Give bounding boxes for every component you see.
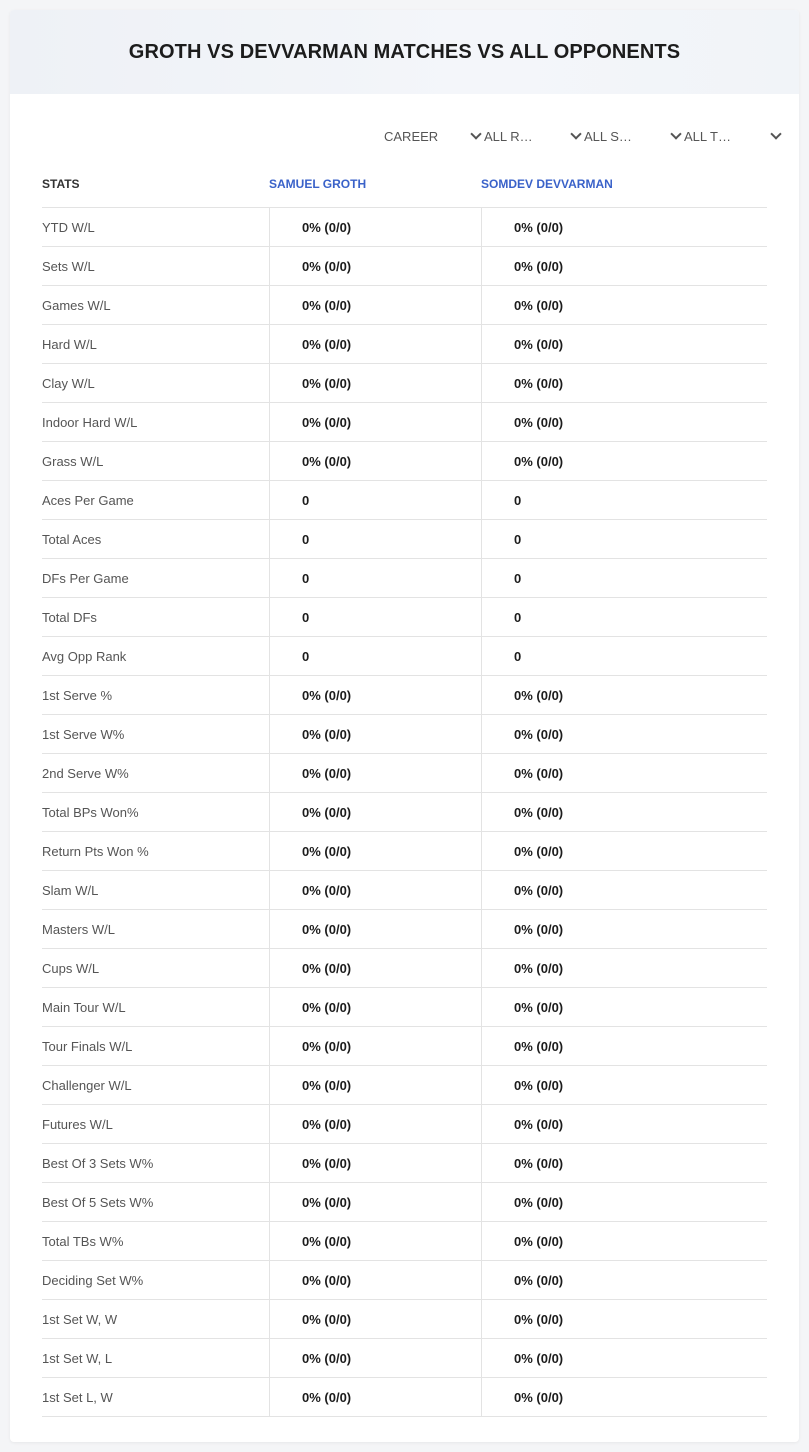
player1-value: 0% (0/0) <box>269 1105 481 1143</box>
table-row <box>42 520 767 559</box>
table-row <box>42 1105 767 1144</box>
table-row <box>42 949 767 988</box>
player1-value: 0% (0/0) <box>269 1183 481 1221</box>
stat-label: Slam W/L <box>42 882 99 898</box>
player1-value: 0% (0/0) <box>269 364 481 402</box>
table-header <box>42 160 767 208</box>
table-row <box>42 1066 767 1105</box>
table-body <box>42 208 767 1417</box>
player1-value: 0% (0/0) <box>269 442 481 480</box>
player2-value: 0 <box>481 637 767 675</box>
stat-label: Aces Per Game <box>42 492 134 508</box>
table-row <box>42 286 767 325</box>
stat-label: Main Tour W/L <box>42 999 126 1015</box>
player1-value: 0% (0/0) <box>269 403 481 441</box>
stat-label: Masters W/L <box>42 921 115 937</box>
player2-value: 0 <box>481 520 767 558</box>
player2-value: 0 <box>481 559 767 597</box>
stat-label: Sets W/L <box>42 258 95 274</box>
table-row <box>42 559 767 598</box>
player2-value: 0 <box>481 481 767 519</box>
player2-value: 0% (0/0) <box>481 247 767 285</box>
table-row <box>42 481 767 520</box>
stat-label: YTD W/L <box>42 219 95 235</box>
stat-label: Deciding Set W% <box>42 1272 144 1288</box>
table-row <box>42 247 767 286</box>
stat-label: Total DFs <box>42 609 97 625</box>
table-row <box>42 1300 767 1339</box>
player2-value: 0% (0/0) <box>481 442 767 480</box>
player2-value: 0% (0/0) <box>481 403 767 441</box>
player1-value: 0% (0/0) <box>269 1339 481 1377</box>
filter-dropdown-surface[interactable] <box>584 126 684 146</box>
stat-label: Hard W/L <box>42 336 97 352</box>
stat-label: 1st Set W, W <box>42 1311 118 1327</box>
player1-value: 0% (0/0) <box>269 286 481 324</box>
stat-label: Total Aces <box>42 531 102 547</box>
filter-label: CAREER <box>384 128 439 144</box>
table-row <box>42 1339 767 1378</box>
player1-value: 0% (0/0) <box>269 988 481 1026</box>
stat-label: 1st Set L, W <box>42 1389 113 1405</box>
player2-value: 0% (0/0) <box>481 754 767 792</box>
filter-dropdown-tournament[interactable] <box>684 126 784 146</box>
filter-label: ALL S… <box>584 128 632 144</box>
player2-value: 0% (0/0) <box>481 910 767 948</box>
player2-value: 0% (0/0) <box>481 793 767 831</box>
player2-value: 0% (0/0) <box>481 286 767 324</box>
player2-value: 0% (0/0) <box>481 1066 767 1104</box>
player1-value: 0% (0/0) <box>269 910 481 948</box>
player2-value: 0% (0/0) <box>481 1378 767 1416</box>
table-row <box>42 1183 767 1222</box>
player2-value: 0% (0/0) <box>481 1222 767 1260</box>
table-row <box>42 442 767 481</box>
player1-value: 0% (0/0) <box>269 832 481 870</box>
card-header <box>10 10 799 94</box>
table-row <box>42 1027 767 1066</box>
table-row <box>42 676 767 715</box>
player1-value: 0% (0/0) <box>269 325 481 363</box>
table-row <box>42 325 767 364</box>
player2-value: 0% (0/0) <box>481 364 767 402</box>
filter-dropdown-period[interactable] <box>384 126 484 146</box>
table-row <box>42 364 767 403</box>
column-header-player2-link[interactable]: SOMDEV DEVVARMAN <box>481 176 613 191</box>
stat-label: Games W/L <box>42 297 111 313</box>
table-row <box>42 1222 767 1261</box>
player2-value: 0% (0/0) <box>481 1339 767 1377</box>
stat-label: Total TBs W% <box>42 1233 124 1249</box>
player1-value: 0 <box>269 637 481 675</box>
stat-label: 1st Serve W% <box>42 726 125 742</box>
player1-value: 0% (0/0) <box>269 715 481 753</box>
player1-value: 0% (0/0) <box>269 1300 481 1338</box>
table-row <box>42 1261 767 1300</box>
player2-value: 0% (0/0) <box>481 988 767 1026</box>
stats-card <box>10 10 799 1442</box>
player1-value: 0% (0/0) <box>269 247 481 285</box>
player1-value: 0 <box>269 520 481 558</box>
chevron-down-icon <box>670 128 681 139</box>
player1-value: 0 <box>269 481 481 519</box>
chevron-down-icon <box>570 128 581 139</box>
player1-value: 0 <box>269 559 481 597</box>
stat-label: Best Of 5 Sets W% <box>42 1194 154 1210</box>
player2-value: 0% (0/0) <box>481 208 767 246</box>
table-row <box>42 1378 767 1417</box>
page-title: GROTH VS DEVVARMAN MATCHES VS ALL OPPONENTS <box>128 40 681 63</box>
stat-label: 1st Set W, L <box>42 1350 113 1366</box>
player2-value: 0% (0/0) <box>481 1144 767 1182</box>
column-header-player1-link[interactable]: SAMUEL GROTH <box>269 176 367 191</box>
player1-value: 0% (0/0) <box>269 1222 481 1260</box>
player1-value: 0% (0/0) <box>269 793 481 831</box>
player1-value: 0% (0/0) <box>269 208 481 246</box>
stat-label: Grass W/L <box>42 453 104 469</box>
stat-label: DFs Per Game <box>42 570 129 586</box>
player2-value: 0% (0/0) <box>481 1027 767 1065</box>
stat-label: Total BPs Won% <box>42 804 139 820</box>
player1-value: 0% (0/0) <box>269 1027 481 1065</box>
table-row <box>42 832 767 871</box>
filter-label: ALL T… <box>684 128 731 144</box>
stat-label: Indoor Hard W/L <box>42 414 138 430</box>
table-row <box>42 715 767 754</box>
player2-value: 0% (0/0) <box>481 1183 767 1221</box>
filter-dropdown-round[interactable] <box>484 126 584 146</box>
table-row <box>42 1144 767 1183</box>
player2-value: 0% (0/0) <box>481 1261 767 1299</box>
chevron-down-icon <box>470 128 481 139</box>
filter-label: ALL R… <box>484 128 533 144</box>
stat-label: Best Of 3 Sets W% <box>42 1155 154 1171</box>
player2-value: 0% (0/0) <box>481 949 767 987</box>
player1-value: 0% (0/0) <box>269 1378 481 1416</box>
table-row <box>42 910 767 949</box>
player1-value: 0 <box>269 598 481 636</box>
filter-bar <box>384 126 784 146</box>
player1-value: 0% (0/0) <box>269 754 481 792</box>
player2-value: 0% (0/0) <box>481 1105 767 1143</box>
stat-label: Challenger W/L <box>42 1077 132 1093</box>
table-row <box>42 598 767 637</box>
stat-label: 2nd Serve W% <box>42 765 129 781</box>
table-row <box>42 403 767 442</box>
table-row <box>42 871 767 910</box>
player2-value: 0% (0/0) <box>481 325 767 363</box>
column-header-stats: STATS <box>42 176 80 191</box>
player1-value: 0% (0/0) <box>269 1144 481 1182</box>
stat-label: Tour Finals W/L <box>42 1038 133 1054</box>
stat-label: 1st Serve % <box>42 687 113 703</box>
table-row <box>42 637 767 676</box>
table-row <box>42 208 767 247</box>
stats-table <box>42 160 767 1417</box>
player2-value: 0% (0/0) <box>481 871 767 909</box>
stat-label: Clay W/L <box>42 375 95 391</box>
table-row <box>42 793 767 832</box>
player1-value: 0% (0/0) <box>269 1066 481 1104</box>
player1-value: 0% (0/0) <box>269 1261 481 1299</box>
stat-label: Cups W/L <box>42 960 100 976</box>
stat-label: Futures W/L <box>42 1116 113 1132</box>
player1-value: 0% (0/0) <box>269 949 481 987</box>
player2-value: 0% (0/0) <box>481 832 767 870</box>
stat-label: Avg Opp Rank <box>42 648 127 664</box>
chevron-down-icon <box>770 128 781 139</box>
player1-value: 0% (0/0) <box>269 676 481 714</box>
table-row <box>42 754 767 793</box>
player1-value: 0% (0/0) <box>269 871 481 909</box>
player2-value: 0 <box>481 598 767 636</box>
table-row <box>42 988 767 1027</box>
player2-value: 0% (0/0) <box>481 1300 767 1338</box>
player2-value: 0% (0/0) <box>481 715 767 753</box>
player2-value: 0% (0/0) <box>481 676 767 714</box>
stat-label: Return Pts Won % <box>42 843 149 859</box>
